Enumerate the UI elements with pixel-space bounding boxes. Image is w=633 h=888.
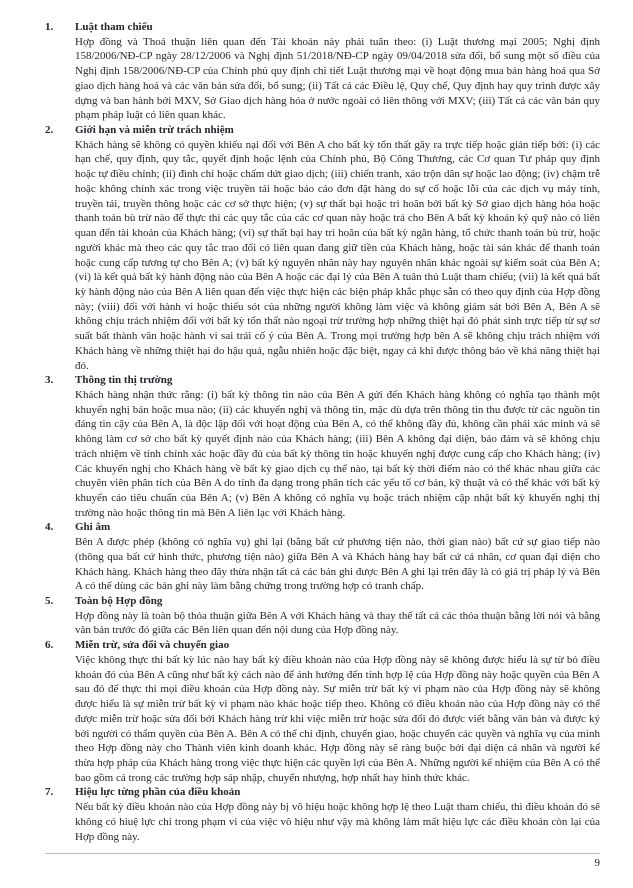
section-2 — [45, 123, 600, 373]
section-number: 4. — [45, 521, 54, 534]
section-body: Khách hàng sẽ không có quyền khiếu nại đối với Bên A cho bất kỳ tổn thất gây ra trực tiếp hoặc gián tiếp bởi: (i) các hạn chế, quy định, quy tắc, quyết định hoặc lệnh của Chính phủ, Bộ Công Thương, các Cơ quan Tư pháp quy định hoặc tự điều chỉnh; (ii) đình chỉ hoặc chấm dứt giao dịch; (iii) chiến tranh, xáo trộn dân sự hoặc lao động; (iv) chậm trễ hoặc không chính xác trong việc truyền tải hoặc báo cáo đơn đặt hàng do sự cố hoặc lỗi của các dịch vụ máy tính, truyền tải, truyền thông hoặc các cơ sở thực hiện; (v) sự thất bại hoặc trì hoãn bởi bất kỳ Sở giao dịch hàng hóa hoặc thanh toán bù trừ nào để thực thi các quy tắc của các cơ quan này hoặc trả cho Bên A bất kỳ khoản ký quỹ nào có liên quan đến tài khoản của Khách hàng; (vi) sự thất bại hay trì hoãn của bất kỳ ngân hàng, tổ chức thanh toán bù trừ, hoặc người khác mà theo các quy tắc trao đổi có liên quan đang giữ tiền của Khách hàng, hoặc tài sản khác để thanh toán hoặc cung cấp tương tự cho Bên A; (v) bất kỳ nguyên nhân này hay nguyên nhân khác ngoài sự kiểm soát của Bên A; (vi) là kết quả bất kỳ hành động nào của Bên A hoặc các đại lý của Bên A tuân thủ Luật tham chiếu; (vii) là kết quả bất kỳ hành động nào của Bên A liên quan đến việc thực hiện các biện pháp khắc phục sẵn có theo quy định của Hợp đồng này; (viii) đối với hành vi hoặc thiếu sót của những người không làm việc và không giám sát bởi Bên A, Bên A sẽ không chịu trách nhiệm đối với bất kỳ tổn thất nào ngoại trừ trường hợp những thiệt hại đó phát sinh trực tiếp từ sự sơ suất bất thành văn hoặc hành vi sai trái cố ý của Bên A. Trong mọi trường hợp bên A sẽ không chịu trách nhiệm với Khách hàng về những thiệt hại do hậu quả, ngẫu nhiên hoặc đặc biệt, ngay cả khi được thông báo về khả năng thiệt hại đó. — [75, 138, 600, 372]
section-heading: Thông tin thị trường — [75, 374, 173, 387]
section-1 — [45, 20, 600, 123]
section-7 — [45, 785, 600, 844]
section-body: Việc không thực thi bất kỳ lúc nào hay bất kỳ điều khoản nào của Hợp đồng này sẽ không được hiểu là sự từ bỏ điều khoản đó của Bên A cũng như bất kỳ cách nào để ảnh hưởng đến tính hợp lệ của Hợp đồng này hoặc quyền của Bên A sau đó để thực thi mọi điều khoản của Hợp đồng này. Sự miễn trừ bất kỳ vi phạm nào của Hợp đồng này sẽ không được hiểu là sự miễn trừ bất kỳ vi phạm nào khác hoặc tiếp theo. Không có điều khoản nào của Hợp đồng này có thể được miễn trừ hoặc sửa đổi bởi Khách hàng trừ khi việc miễn trừ hoặc sửa đổi đó được viết bằng văn bản và được ký bởi người có thẩm quyền của Bên A. Bên A có thể chỉ định, chuyển giao, hoặc chuyển các quyền và nghĩa vụ của mình theo Hợp đồng này cho Thành viên kinh doanh khác. Hợp đồng này sẽ ràng buộc bởi đại diện cá nhân và người kế thừa hợp pháp của Khách hàng trong việc thực hiện các quyền lợi của Bên A. Những người kế nhiệm của Bên A có thể bao gồm cả trong các trường hợp sáp nhập, chuyển nhượng, hợp nhất hay hình thức khác. — [75, 653, 600, 784]
section-heading: Ghi âm — [75, 521, 111, 534]
page-footer — [45, 853, 600, 871]
section-body: Hợp đồng và Thoả thuận liên quan đến Tài khoản này phải tuân theo: (i) Luật thương mại 2005; Nghị định 158/2006/NĐ-CP ngày 28/12/2006 và Nghị định 51/2018/NĐ-CP ngày 09/04/2018 sửa đổi, bổ sung một số điều của Nghị định 158/2006/NĐ-CP của Chính phủ quy định chi tiết Luật thương mại về hoạt động mua bán hàng hoá qua Sở giao dịch hàng hoá và các văn bản sửa đổi, bổ sung; (ii) Tất cả các Điều lệ, Quy chế, Quy định hay quy trình được xây dựng và ban hành bởi MXV, Sở Giao dịch hàng hóa ở nước ngoài có liên thông với MXV; (iii) Tất cả các văn bản quy phạm pháp luật có liên quan khác. — [75, 35, 600, 122]
page-number: 9 — [594, 857, 600, 870]
section-4 — [45, 520, 600, 594]
section-body: Hợp đồng này là toàn bộ thỏa thuận giữa Bên A với Khách hàng và thay thế tất cả các thỏa thuận bằng lời nói và bằng văn bản trước đó giữa các Bên liên quan đến nội dung của Hợp đồng này. — [75, 609, 600, 637]
section-heading: Giới hạn và miễn trừ trách nhiệm — [75, 124, 234, 137]
section-body: Bên A được phép (không có nghĩa vụ) ghi lại (bằng bất cứ phương tiện nào, thời gian nào) bất cứ sự giao tiếp nào (thông qua bất cứ hình thức, phương tiện nào) giữa Bên A và Khách hàng hay bất cứ cá nhân, cơ quan đại diện cho Khách hàng. Khách hàng theo đây thừa nhận tất cả các bản ghi được Bên A ghi lại trên đây là có giá trị pháp lý và Bên A có thể dùng các bản ghi này làm bằng chứng trong trường hợp có tranh chấp. — [75, 536, 600, 593]
section-heading: Toàn bộ Hợp đồng — [75, 595, 163, 608]
section-number: 2. — [45, 124, 54, 137]
section-heading: Miễn trừ, sửa đổi và chuyển giao — [75, 639, 230, 652]
section-heading: Hiệu lực từng phần của điều khoản — [75, 786, 241, 799]
section-number: 1. — [45, 21, 54, 33]
section-number: 7. — [45, 786, 54, 799]
section-3 — [45, 373, 600, 520]
section-heading: Luật tham chiếu — [75, 21, 153, 33]
footer-divider — [45, 853, 600, 854]
section-number: 5. — [45, 595, 54, 608]
section-body: Khách hàng nhận thức rằng: (i) bất kỳ thông tin nào của Bên A gửi đến Khách hàng không có nghĩa tạo thành một khuyến nghị bán hoặc mua nào; (ii) các khuyến nghị và thông tin, mặc dù dựa trên thông tin thu được từ các nguồn tin đáng tin cậy của Bên A, là độc lập đối với hoạt động của Bên A, có thể không đầy đủ, không cần phải xác minh và sẽ không làm cơ sở cho bất kỳ quyết định nào của Khách hàng; (iii) Bên A không đại diện, bảo đảm và sẽ không chịu trách nhiệm về tính chính xác hoặc đầy đủ của bất kỳ thông tin hoặc khuyến nghị được cung cấp cho Khách hàng; (iv) Các khuyến nghị cho Khách hàng về bất kỳ giao dịch cụ thể nào, tại bất kỳ thời điểm nào có thể khác nhau giữa các chuyên viên phân tích của Bên A do tính đa dạng trong phân tích các yếu tố cơ bản, kỹ thuật và có thể khác với bất kỳ khuyến cáo tiêu chuẩn của Bên A; (v) Bên A không có nghĩa vụ hoặc trách nhiệm cập nhật bất kỳ khuyến nghị thị trường nào hoặc thông tin mà Bên A liên lạc với Khách hàng. — [75, 388, 600, 519]
section-number: 3. — [45, 374, 54, 387]
section-body: Nếu bất kỳ điều khoản nào của Hợp đồng này bị vô hiệu hoặc không hợp lệ theo Luật tham chiếu, thì điều khoản đó sẽ không có hiuệ lực chỉ trong phạm vi của việc vô hiệu như vậy mà không làm mất hiệu lực các điều khoản còn lại của Hợp đồng này. — [75, 801, 600, 843]
section-6 — [45, 638, 600, 785]
section-5 — [45, 594, 600, 638]
section-number: 6. — [45, 639, 54, 652]
